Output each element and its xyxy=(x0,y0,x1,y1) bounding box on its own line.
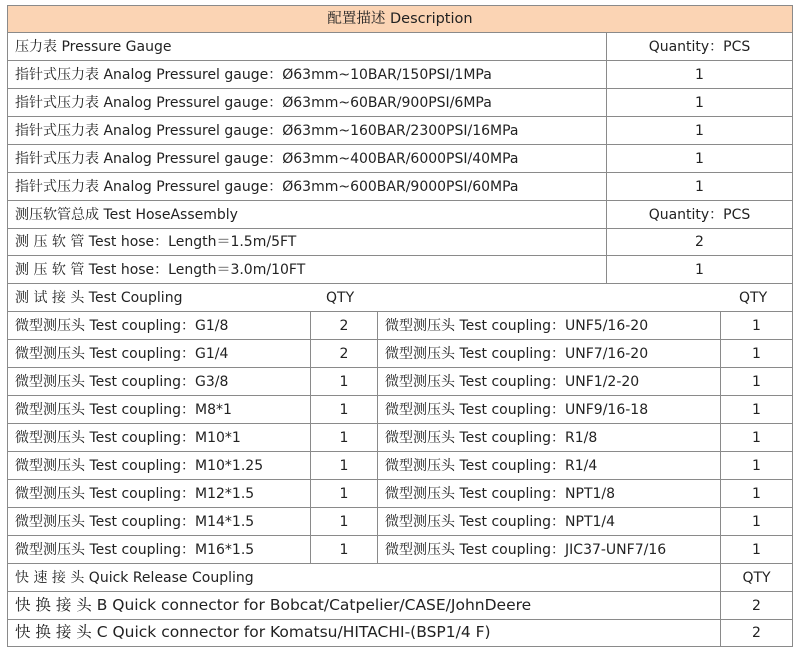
coupling-right-qty: 1 xyxy=(720,423,793,452)
qty-header-pressure-gauge: Quantity：PCS xyxy=(606,32,793,61)
table-row-desc: 指针式压力表 Analog Pressurel gauge：Ø63mm~160BAR/2300PSI/16MPa xyxy=(7,116,607,145)
section-header-pressure-gauge: 压力表 Pressure Gauge xyxy=(7,32,607,61)
quick-connector-desc: 快 换 接 头 C Quick connector for Komatsu/HITACHI-(BSP1/4 F) xyxy=(7,619,721,647)
coupling-left-qty: 2 xyxy=(310,339,378,368)
coupling-right-desc: 微型测压头 Test coupling：UNF7/16-20 xyxy=(377,339,721,368)
coupling-right-qty: 1 xyxy=(720,339,793,368)
coupling-right-desc: 微型测压头 Test coupling：UNF9/16-18 xyxy=(377,395,721,424)
quick-connector-qty: 2 xyxy=(720,591,793,620)
coupling-right-desc: 微型测压头 Test coupling：UNF5/16-20 xyxy=(377,311,721,340)
qty-header-hose-assembly: Quantity：PCS xyxy=(606,200,793,229)
table-row-desc: 测 压 软 管 Test hose：Length＝1.5m/5FT xyxy=(7,228,607,256)
table-row-desc: 指针式压力表 Analog Pressurel gauge：Ø63mm~400BAR/6000PSI/40MPa xyxy=(7,144,607,173)
coupling-right-qty: 1 xyxy=(720,367,793,396)
quick-connector-desc: 快 换 接 头 B Quick connector for Bobcat/Catpelier/CASE/JohnDeere xyxy=(7,591,721,620)
coupling-right-desc: 微型测压头 Test coupling：UNF1/2-20 xyxy=(377,367,721,396)
test-coupling-title: 测 试 接 头 Test Coupling xyxy=(15,289,183,306)
coupling-left-desc: 微型测压头 Test coupling：M12*1.5 xyxy=(7,479,311,508)
table-row-qty: 2 xyxy=(606,228,793,256)
coupling-left-qty: 1 xyxy=(310,367,378,396)
coupling-left-qty: 1 xyxy=(310,451,378,480)
coupling-left-qty: 1 xyxy=(310,535,378,564)
table-row-qty: 1 xyxy=(606,172,793,201)
coupling-left-desc: 微型测压头 Test coupling：G1/4 xyxy=(7,339,311,368)
coupling-left-qty: 1 xyxy=(310,395,378,424)
configuration-table xyxy=(7,5,793,646)
coupling-right-qty: 1 xyxy=(720,507,793,536)
coupling-right-desc: 微型测压头 Test coupling：R1/4 xyxy=(377,451,721,480)
table-row-qty: 1 xyxy=(606,116,793,145)
coupling-right-qty: 1 xyxy=(720,479,793,508)
coupling-left-qty: 2 xyxy=(310,311,378,340)
table-row-desc: 指针式压力表 Analog Pressurel gauge：Ø63mm~60BAR/900PSI/6MPa xyxy=(7,88,607,117)
coupling-right-qty: 1 xyxy=(720,395,793,424)
coupling-left-desc: 微型测压头 Test coupling：M14*1.5 xyxy=(7,507,311,536)
table-row-qty: 1 xyxy=(606,255,793,284)
coupling-left-desc: 微型测压头 Test coupling：M8*1 xyxy=(7,395,311,424)
coupling-right-qty: 1 xyxy=(720,311,793,340)
coupling-right-desc: 微型测压头 Test coupling：NPT1/8 xyxy=(377,479,721,508)
coupling-left-desc: 微型测压头 Test coupling：M10*1.25 xyxy=(7,451,311,480)
qty-header-quick-release: QTY xyxy=(720,563,793,592)
coupling-left-desc: 微型测压头 Test coupling：G3/8 xyxy=(7,367,311,396)
table-row-desc: 指针式压力表 Analog Pressurel gauge：Ø63mm~600BAR/9000PSI/60MPa xyxy=(7,172,607,201)
section-header-quick-release: 快 速 接 头 Quick Release Coupling xyxy=(7,563,721,592)
coupling-left-desc: 微型测压头 Test coupling：M16*1.5 xyxy=(7,535,311,564)
coupling-left-qty: 1 xyxy=(310,479,378,508)
coupling-left-qty: 1 xyxy=(310,423,378,452)
qty-header-left: QTY xyxy=(326,289,355,306)
qty-header-right: QTY xyxy=(739,289,768,306)
coupling-right-qty: 1 xyxy=(720,451,793,480)
coupling-right-desc: 微型测压头 Test coupling：NPT1/4 xyxy=(377,507,721,536)
coupling-left-desc: 微型测压头 Test coupling：G1/8 xyxy=(7,311,311,340)
coupling-right-desc: 微型测压头 Test coupling：JIC37-UNF7/16 xyxy=(377,535,721,564)
table-row-desc: 测 压 软 管 Test hose：Length＝3.0m/10FT xyxy=(7,255,607,284)
coupling-left-desc: 微型测压头 Test coupling：M10*1 xyxy=(7,423,311,452)
table-title: 配置描述 Description xyxy=(7,5,793,33)
coupling-right-qty: 1 xyxy=(720,535,793,564)
coupling-left-qty: 1 xyxy=(310,507,378,536)
table-row-qty: 1 xyxy=(606,88,793,117)
section-header-hose-assembly: 测压软管总成 Test HoseAssembly xyxy=(7,200,607,229)
coupling-right-desc: 微型测压头 Test coupling：R1/8 xyxy=(377,423,721,452)
quick-connector-qty: 2 xyxy=(720,619,793,647)
table-row-desc: 指针式压力表 Analog Pressurel gauge：Ø63mm~10BAR/150PSI/1MPa xyxy=(7,60,607,89)
table-row-qty: 1 xyxy=(606,144,793,173)
section-header-test-coupling xyxy=(7,283,793,312)
table-row-qty: 1 xyxy=(606,60,793,89)
